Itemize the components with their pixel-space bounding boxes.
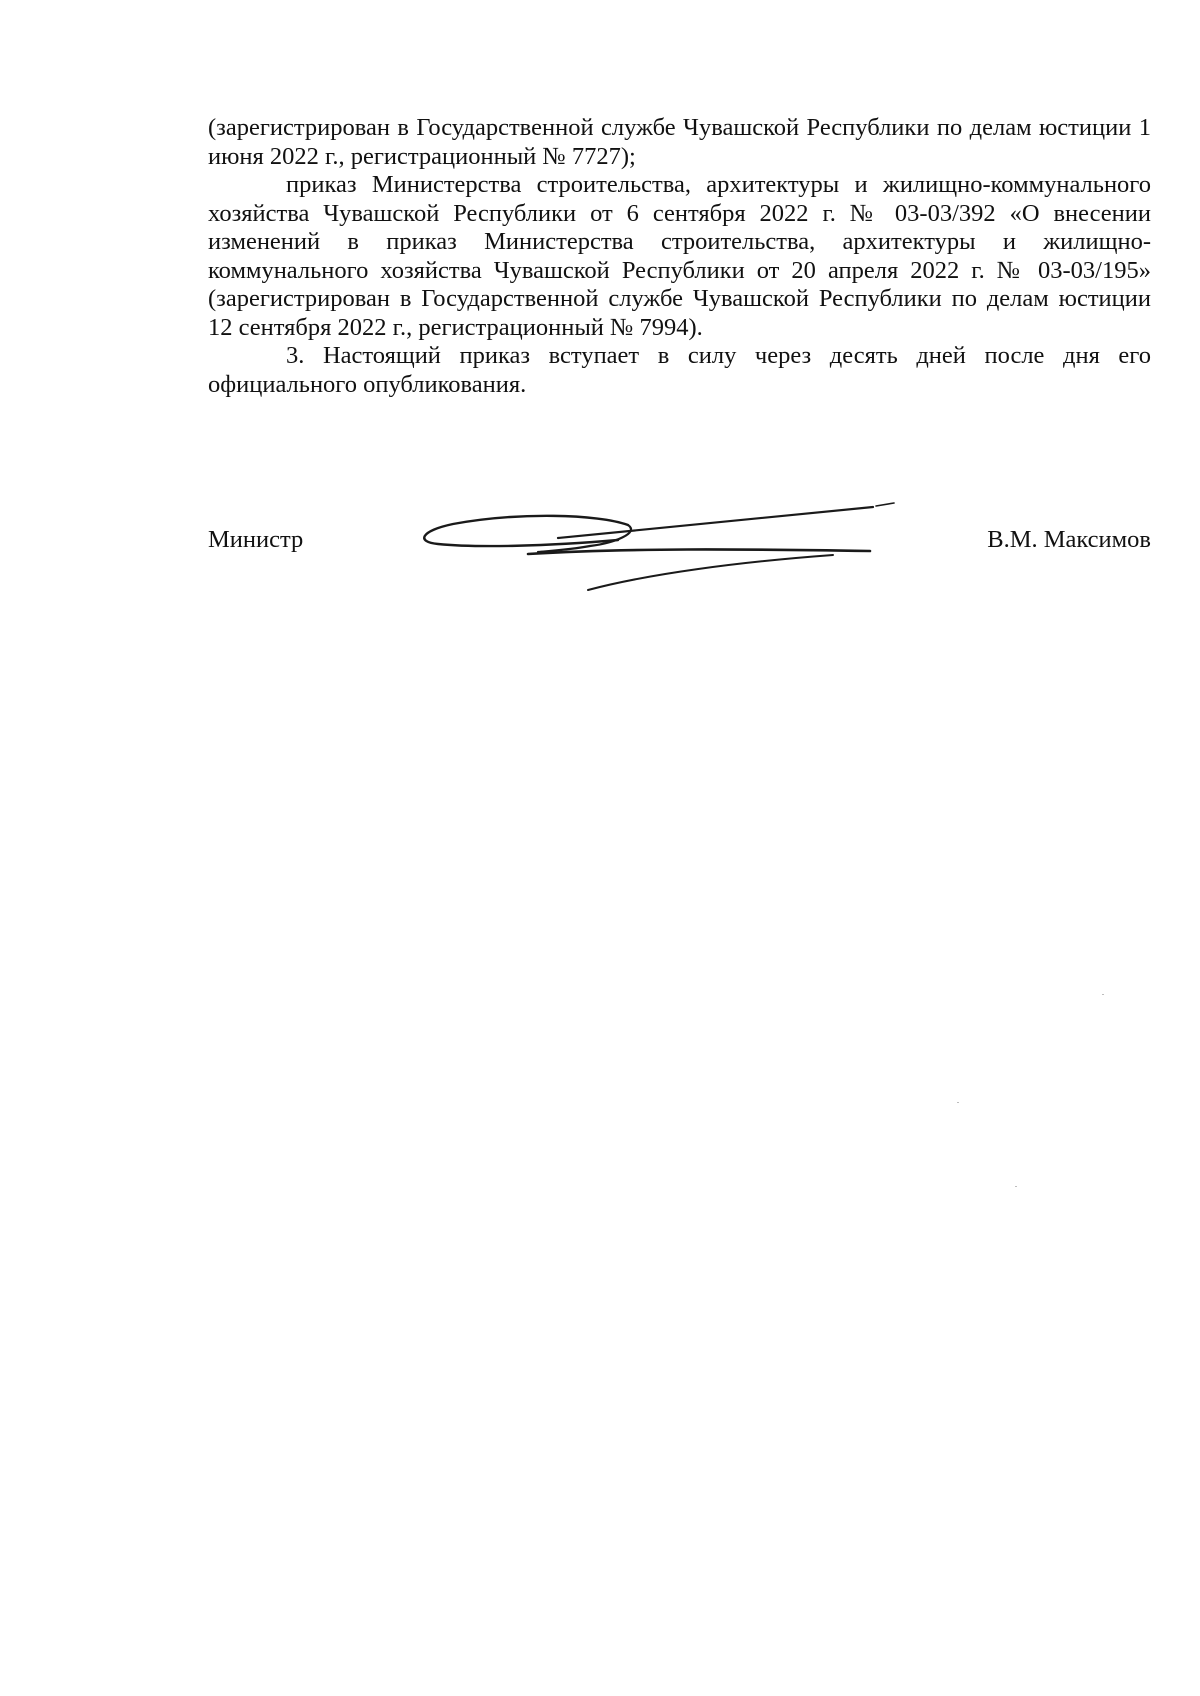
signatory-position: Министр bbox=[208, 526, 304, 553]
document-body bbox=[208, 114, 1151, 399]
scan-speck bbox=[1015, 1186, 1017, 1187]
paragraph-effective-date: 3. Настоящий приказ вступает в силу через десять дней после дня его официального опубликования. bbox=[208, 342, 1151, 398]
scan-speck bbox=[957, 1102, 959, 1103]
signature-block bbox=[208, 526, 1151, 616]
handwritten-signature bbox=[408, 500, 908, 620]
signatory-name: В.М. Максимов bbox=[987, 526, 1151, 553]
paragraph-registration-note: (зарегистрирован в Государственной службе Чувашской Республики по делам юстиции 1 июня 2022 г., регистрационный № 7727); bbox=[208, 114, 1151, 170]
paragraph-amendment-order: приказ Министерства строительства, архитектуры и жилищно-коммунального хозяйства Чувашской Республики от 6 сентября 2022 г. № 03-03/392 «О внесении изменений в приказ Министерства строительства, архитектуры и жилищно-коммунального хозяйства Чувашской Республики от 20 апреля 2022 г. № 03-03/195» (зарегистрирован в Государственной службе Чувашской Республики по делам юстиции 12 сентября 2022 г., регистрационный № 7994). bbox=[208, 171, 1151, 341]
scan-speck bbox=[1102, 994, 1104, 995]
